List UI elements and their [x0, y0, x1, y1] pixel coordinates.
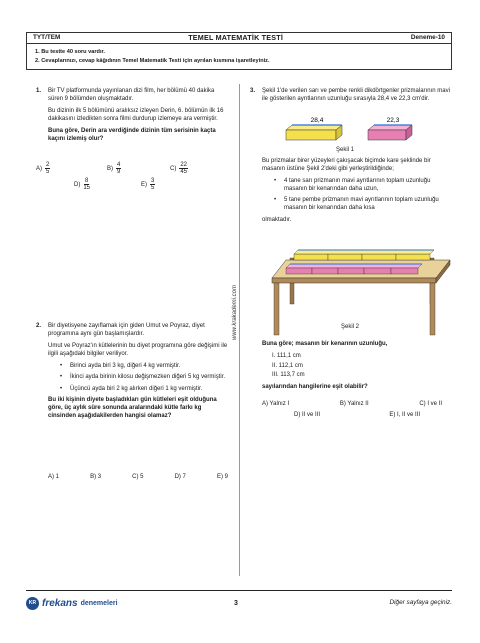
test-header [26, 32, 452, 44]
q1-option-b[interactable]: B) $\frac{4}{9}$ [107, 162, 121, 176]
table-top-edge [272, 278, 436, 283]
yellow-dimension: 28,4 [310, 117, 324, 124]
q2-option-d[interactable]: D) 7 [174, 474, 186, 480]
list-item: • İkinci ayda birinin kilosu değişmezken diğeri 5 kg vermiştir. [60, 373, 230, 381]
q2-options [48, 473, 228, 481]
list-item: I. 111,1 cm [272, 353, 301, 360]
q3-paragraph-2: Bu prizmalar birer yüzeyleri çakışacak biçimde kare şeklinde bir masanın üstüne Şekil 2'deki gibi yerleştirildiğinde; [262, 158, 431, 173]
q3-bullet-list [262, 177, 452, 212]
q3-option-d[interactable]: D) II ve III [294, 412, 321, 418]
list-item: • Birinci ayda biri 3 kg, diğeri 4 kg vermiştir. [60, 362, 230, 370]
brand-name: frekans [42, 598, 78, 609]
question-2 [36, 322, 230, 424]
q1-question: Buna göre, Derin ara verdiğinde dizinin tüm serisinin kaçta kaçını izlemiş olur? [48, 128, 216, 143]
footer-divider [26, 590, 452, 591]
q1-paragraph-2: Bu dizinin ilk 5 bölümünü aralıksız izleyen Derin, 6. bölümün ilk 16 dakikasını izledikten sonra filmi durdurup izlemeye ara vermiştir. [48, 108, 224, 123]
q3-options-row-1 [262, 400, 442, 408]
pink-prism-row [286, 264, 422, 274]
q3-option-a[interactable]: A) Yalnız I [262, 401, 290, 407]
pink-dimension: 22,3 [386, 117, 400, 124]
logo-badge-icon: KR [26, 597, 39, 610]
fraction: $\frac{22}{45}$ [180, 162, 188, 176]
header-right: Deneme-10 [410, 33, 445, 41]
q2-option-b[interactable]: B) 3 [90, 474, 102, 480]
pink-prism [368, 125, 412, 140]
q2-question: Bu iki kişinin diyete başladıkları gün kütleleri eşit olduğuna göre, üç aylık süre sonunda aralarındaki kütle farkı kg cinsinden aşağıdakilerden hangisi olamaz? [48, 396, 217, 419]
figure-2-caption: Şekil 2 [341, 324, 360, 330]
figure-1-prisms [280, 114, 430, 146]
list-item: • 5 tane pembe prizmanın mavi ayrıtlarının toplam uzunluğu masanın bir kenarından daha kısa [274, 196, 452, 212]
q3-middle-text [262, 157, 452, 228]
q1-option-e[interactable]: E) $\frac{3}{5}$ [141, 178, 155, 192]
q2-paragraph-2: Umut ve Poyraz'ın kütlelerinin bu diyet programına göre değişimi ile ilgili aşağıdaki bilgiler veriliyor. [48, 343, 228, 358]
q1-paragraph-1: Bir TV platformunda yayınlanan dizi film, her bölümü 40 dakika süren 9 bölümden oluşmaktadır. [48, 88, 215, 103]
q1-option-a[interactable]: A) $\frac{2}{5}$ [36, 162, 50, 176]
q2-bullet-list [48, 362, 230, 392]
website-watermark: www.krakademi.com [232, 284, 238, 340]
q1-option-c[interactable]: C) $\frac{22}{45}$ [170, 162, 188, 176]
q3-option-b[interactable]: B) Yalnız II [339, 401, 369, 407]
next-page-note: Diğer sayfaya geçiniz. [389, 599, 452, 606]
list-item: • Üçüncü ayda biri 2 kg alırken diğeri 1 kg vermiştir. [60, 385, 230, 393]
q1-option-d[interactable]: D) $\frac{8}{15}$ [74, 178, 91, 192]
question-number: 1. [36, 88, 42, 94]
fraction: $\frac{8}{15}$ [83, 178, 91, 192]
q3-options-row-2 [294, 411, 420, 419]
question-number: 3. [250, 88, 256, 94]
list-item: III. 113,7 cm [272, 372, 305, 379]
list-item: • 4 tane sarı prizmanın mavi ayrıtlarının toplam uzunluğu masanın bir kenarından daha uzun, [274, 177, 452, 193]
q3-question-2: sayılarından hangilerine eşit olabilir? [262, 383, 368, 390]
instruction-2: 2. Cevaplarınızı, cevap kâğıdının Temel Matematik Testi için ayrılan kısmına işaretleyiniz. [35, 57, 270, 64]
q2-option-a[interactable]: A) 1 [48, 474, 60, 480]
header-left: TYT/TEM [33, 33, 61, 41]
brand-subtitle: denemeleri [80, 600, 118, 608]
fraction: $\frac{4}{9}$ [117, 162, 121, 176]
question-1 [36, 87, 228, 148]
table-leg [274, 283, 279, 335]
header-title: TEMEL MATEMATİK TESTİ [188, 33, 284, 43]
q2-paragraph-1: Bir diyetisyene zayıflamak için giden Umut ve Poyraz, diyet programına aynı gün başlamışlardır. [48, 323, 205, 338]
brand-logo [26, 597, 118, 611]
figure-1-caption: Şekil 1 [336, 147, 355, 153]
q3-paragraph-3: olmaktadır. [262, 216, 292, 223]
q2-option-e[interactable]: E) 9 [216, 474, 228, 480]
fraction: $\frac{2}{5}$ [46, 162, 50, 176]
q3-question: Buna göre; masanın bir kenarının uzunluğu, [262, 341, 388, 347]
q3-option-e[interactable]: E) I, II ve III [389, 412, 420, 418]
yellow-prism [286, 125, 342, 140]
instruction-1: 1. Bu testte 40 soru vardır. [35, 49, 105, 55]
question-number: 2. [36, 323, 42, 329]
fraction: $\frac{3}{5}$ [151, 178, 155, 192]
table-leg [430, 283, 435, 335]
q3-items [262, 352, 452, 381]
page-number: 3 [234, 600, 238, 607]
yellow-prism-row [294, 250, 434, 260]
q2-option-c[interactable]: C) 5 [132, 474, 144, 480]
q3-option-c[interactable]: C) I ve II [419, 401, 442, 407]
q3-question-block [262, 340, 452, 395]
instructions-box [26, 44, 452, 70]
list-item: II. 112,1 cm [272, 362, 303, 369]
question-3 [250, 87, 452, 107]
q3-paragraph-1: Şekil 1'de verilen sarı ve pembe renkli dikdörtgenler prizmalarının mavi ile gösterilen ayrıtlarının uzunluğu sırasıyla 28,4 ve 22,3 cm'dir. [262, 88, 450, 103]
column-divider [239, 84, 240, 576]
